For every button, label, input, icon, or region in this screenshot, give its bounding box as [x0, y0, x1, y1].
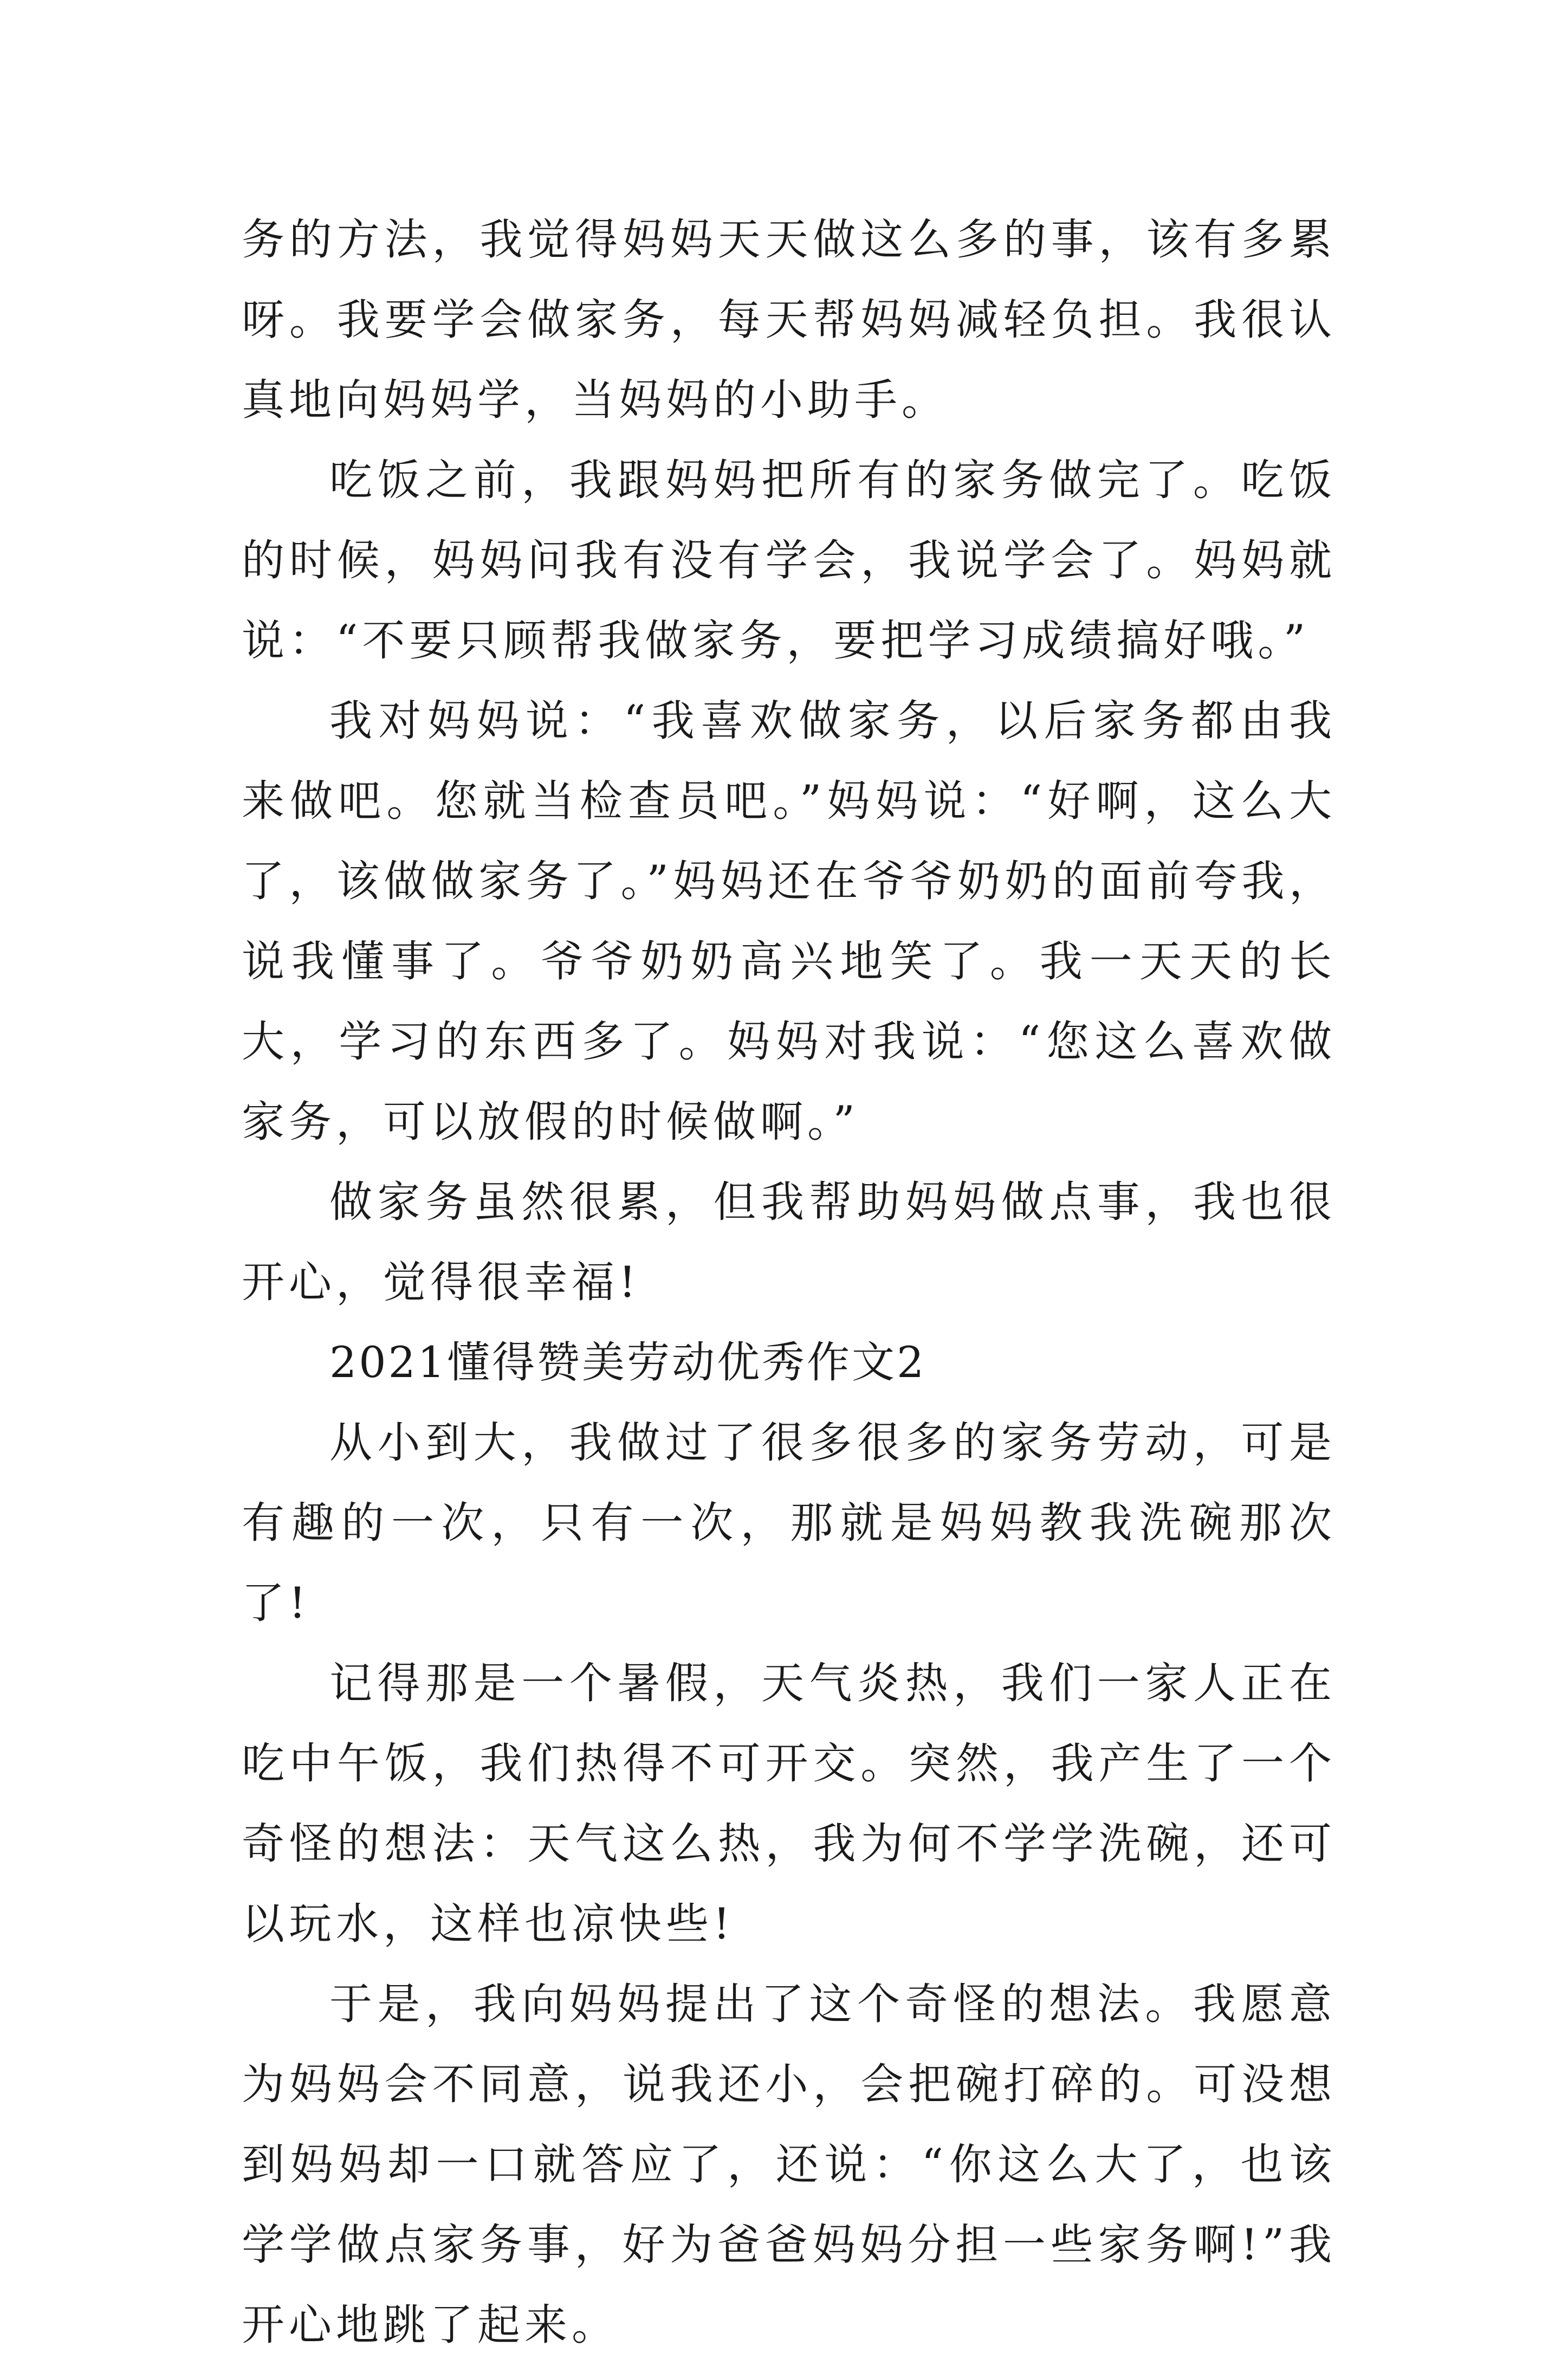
paragraph-continued: 务的方法，我觉得妈妈天天做这么多的事，该有多累呀。我要学会做家务，每天帮妈妈减轻负担。我很认真地向妈妈学，当妈妈的小助手。: [242, 215, 1336, 425]
paragraph: 记得那是一个暑假，天气炎热，我们一家人正在吃中午饭，我们热得不可开交。突然，我产生了一个奇怪的想法：天气这么热，我为何不学学洗碗，还可以玩水，这样也凉快些!: [242, 1658, 1336, 1949]
paragraph: 我对妈妈说：“我喜欢做家务，以后家务都由我来做吧。您就当检查员吧。”妈妈说：“好啊，这么大了，该做做家务了。”妈妈还在爷爷奶奶的面前夸我，说我懂事了。爷爷奶奶高兴地笑了。我一天天的长大，学习的东西多了。妈妈对我说：“您这么喜欢做家务，可以放假的时候做啊。”: [242, 696, 1336, 1147]
paragraph: 从小到大，我做过了很多很多的家务劳动，可是有趣的一次，只有一次，那就是妈妈教我洗碗那次了!: [242, 1418, 1336, 1628]
paragraph: 做家务虽然很累，但我帮助妈妈做点事，我也很开心，觉得很幸福!: [242, 1177, 1336, 1307]
paragraph: 于是，我向妈妈提出了这个奇怪的想法。我愿意为妈妈会不同意，说我还小，会把碗打碎的。可没想到妈妈却一口就答应了，还说：“你这么大了，也该学学做点家务事，好为爸爸妈妈分担一些家务啊!”我开心地跳了起来。: [242, 1979, 1336, 2350]
section-heading: 2021懂得赞美劳动优秀作文2: [329, 1337, 926, 1387]
paragraph: 吃饭之前，我跟妈妈把所有的家务做完了。吃饭的时候，妈妈问我有没有学会，我说学会了。妈妈就说：“不要只顾帮我做家务，要把学习成绩搞好哦。”: [242, 455, 1336, 665]
document-body: [242, 199, 1336, 2365]
